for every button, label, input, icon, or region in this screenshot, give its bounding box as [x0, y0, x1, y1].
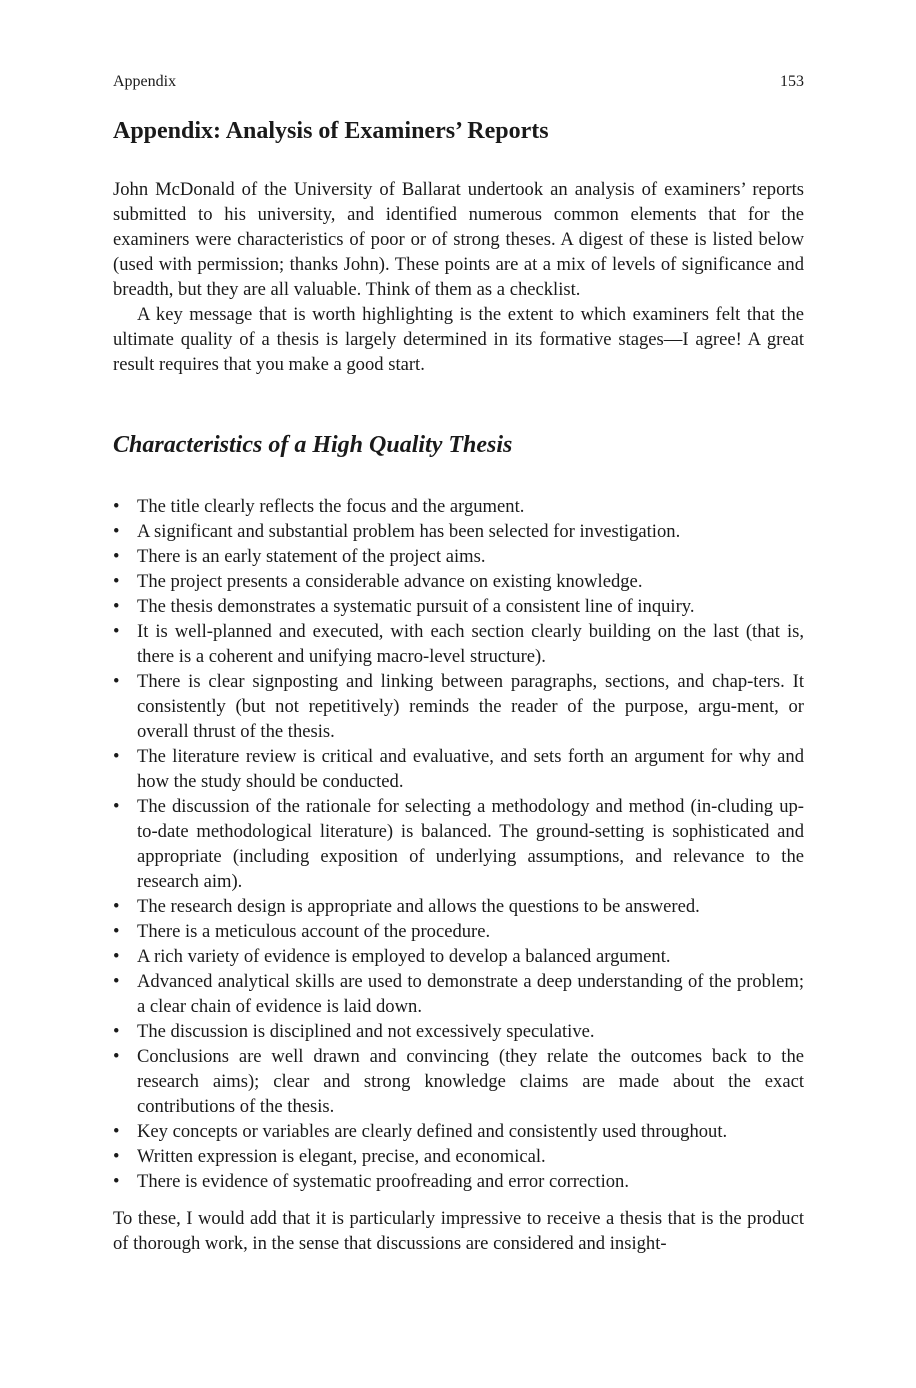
bullet-marker: • — [113, 596, 120, 617]
bullet-marker: • — [113, 971, 120, 992]
running-header — [113, 70, 804, 94]
list-item-text: There is evidence of systematic proofreading and error correction. — [137, 1171, 629, 1192]
list-item-text: The thesis demonstrates a systematic pursuit of a consistent line of inquiry. — [137, 596, 695, 617]
list-item-text: The research design is appropriate and allows the questions to be answered. — [137, 896, 700, 917]
page-body — [113, 70, 804, 1256]
characteristics-list — [113, 494, 804, 1194]
list-item — [113, 1044, 804, 1119]
list-item — [113, 594, 804, 619]
bullet-marker: • — [113, 896, 120, 917]
list-item — [113, 1019, 804, 1044]
running-header-section: Appendix — [113, 73, 177, 90]
bullet-marker: • — [113, 1021, 120, 1042]
list-item-text: Conclusions are well drawn and convincing (they relate the outcomes back to the research aims); clear and strong knowledge claims are made about the exact contributions of the thesis. — [137, 1046, 804, 1117]
list-item — [113, 794, 804, 894]
list-item-text: There is a meticulous account of the procedure. — [137, 921, 491, 942]
list-item — [113, 669, 804, 744]
intro-paragraph-1: John McDonald of the University of Ballarat undertook an analysis of examiners’ reports submitted to his university, and identified numerous common elements that for the examiners were characteristics of poor or of strong theses. A digest of these is listed below (used with permission; thanks John). These points are at a mix of levels of significance and breadth, but they are all valuable. Think of them as a checklist. — [113, 179, 804, 300]
list-item — [113, 569, 804, 594]
bullet-marker: • — [113, 621, 120, 642]
list-item — [113, 1119, 804, 1144]
section-heading: Characteristics of a High Quality Thesis — [113, 432, 513, 458]
bullet-marker: • — [113, 796, 120, 817]
bullet-marker: • — [113, 946, 120, 967]
list-item-text: A significant and substantial problem has been selected for investigation. — [137, 521, 681, 542]
list-item-text: The literature review is critical and evaluative, and sets forth an argument for why and how the study should be conducted. — [137, 746, 804, 792]
bullet-marker: • — [113, 1171, 120, 1192]
list-item — [113, 969, 804, 1019]
bullet-marker: • — [113, 546, 120, 567]
list-item — [113, 1169, 804, 1194]
bullet-marker: • — [113, 746, 120, 767]
page-number: 153 — [780, 73, 804, 90]
page-title: Appendix: Analysis of Examiners’ Reports — [113, 118, 549, 144]
list-item-text: Written expression is elegant, precise, and economical. — [137, 1146, 546, 1167]
list-item — [113, 494, 804, 519]
list-item — [113, 744, 804, 794]
list-item — [113, 919, 804, 944]
list-item — [113, 1144, 804, 1169]
bullet-marker: • — [113, 921, 120, 942]
bullet-marker: • — [113, 571, 120, 592]
bullet-marker: • — [113, 1146, 120, 1167]
list-item-text: The discussion of the rationale for selecting a methodology and method (in-cluding up-to-date methodological literature) is balanced. The ground-setting is sophisticated and appropriate (including exposition of underlying assumptions, and relevance to the research aim). — [137, 796, 804, 892]
list-item — [113, 894, 804, 919]
intro-paragraph-2: A key message that is worth highlighting is the extent to which examiners felt that the ultimate quality of a thesis is largely determined in its formative stages—I agree! A great result requires that you make a good start. — [113, 304, 804, 375]
list-item — [113, 544, 804, 569]
list-item-text: The title clearly reflects the focus and the argument. — [137, 496, 525, 517]
closing-paragraph: To these, I would add that it is particularly impressive to receive a thesis that is the product of thorough work, in the sense that discussions are considered and insight- — [113, 1208, 804, 1254]
list-item-text: The discussion is disciplined and not excessively speculative. — [137, 1021, 595, 1042]
list-item-text: It is well-planned and executed, with each section clearly building on the last (that is, there is a coherent and unifying macro-level structure). — [137, 621, 804, 667]
list-item — [113, 619, 804, 669]
list-item-text: There is clear signposting and linking between paragraphs, sections, and chap-ters. It consistently (but not repetitively) reminds the reader of the purpose, argu-ment, or overall thrust of the thesis. — [137, 671, 804, 742]
bullet-marker: • — [113, 1121, 120, 1142]
list-item-text: There is an early statement of the project aims. — [137, 546, 486, 567]
list-item — [113, 944, 804, 969]
list-item — [113, 519, 804, 544]
list-item-text: Key concepts or variables are clearly defined and consistently used throughout. — [137, 1121, 728, 1142]
bullet-marker: • — [113, 496, 120, 517]
list-item-text: Advanced analytical skills are used to demonstrate a deep understanding of the problem; a clear chain of evidence is laid down. — [137, 971, 804, 1017]
list-item-text: The project presents a considerable advance on existing knowledge. — [137, 571, 643, 592]
bullet-marker: • — [113, 521, 120, 542]
bullet-marker: • — [113, 1046, 120, 1067]
bullet-marker: • — [113, 671, 120, 692]
list-item-text: A rich variety of evidence is employed to develop a balanced argument. — [137, 946, 671, 967]
